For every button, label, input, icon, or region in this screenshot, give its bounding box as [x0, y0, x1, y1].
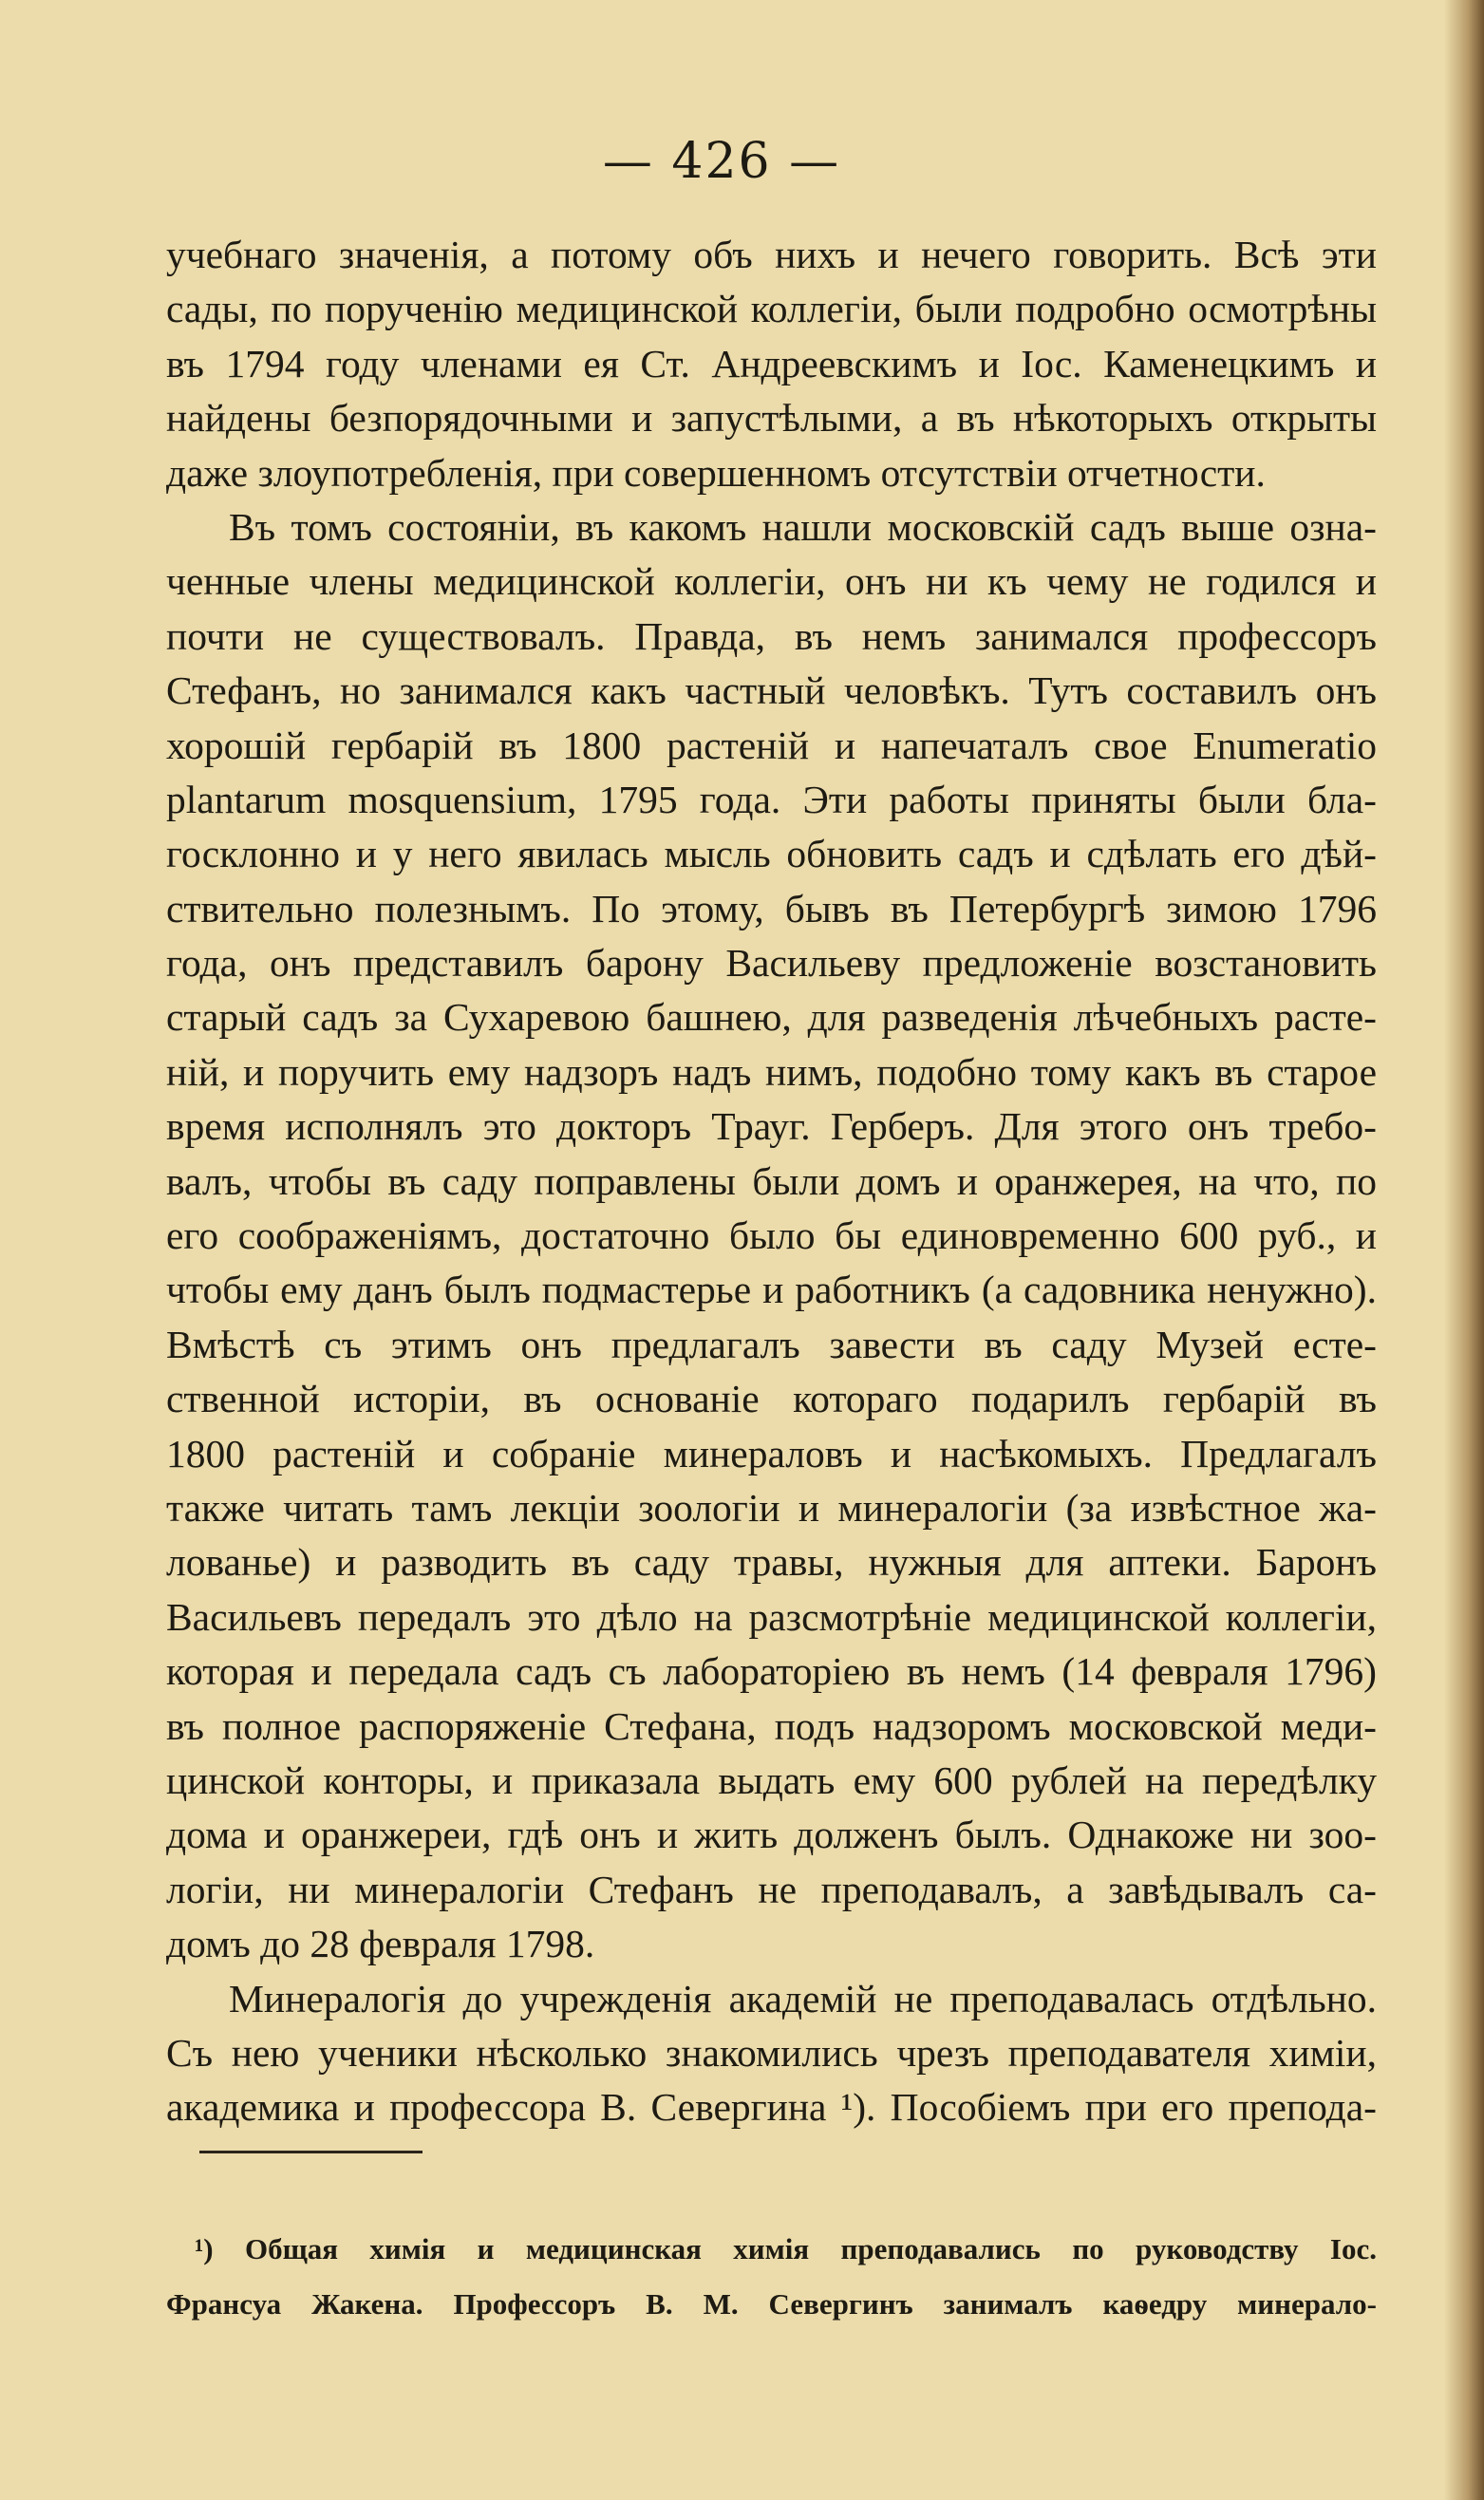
- text-line: которая и передала садъ съ лабораторіею въ немъ (14 февраля 1796): [166, 1649, 1377, 1694]
- text-line: лованье) и разводить въ саду травы, нужныя для аптеки. Баронъ: [166, 1540, 1377, 1585]
- text-line: Съ нею ученики нѣсколько знакомились чрезъ преподавателя химіи,: [166, 2030, 1377, 2075]
- text-line: Въ томъ состояніи, въ какомъ нашли московскій садъ выше озна-: [229, 504, 1377, 549]
- text-line: ній, и поручить ему надзоръ надъ нимъ, подобно тому какъ въ старое: [166, 1049, 1377, 1094]
- text-line: хорошій гербарій въ 1800 растеній и напечаталъ свое Enumeratio: [166, 723, 1377, 767]
- text-line: дома и оранжереи, гдѣ онъ и жить долженъ былъ. Однакоже ни зоо-: [166, 1813, 1377, 1857]
- text-line: академика и профессора В. Севергина ¹). Пособіемъ при его препода-: [166, 2085, 1377, 2130]
- body-text: [166, 228, 1377, 2135]
- text-line: года, онъ представилъ барону Васильеву предложеніе возстановить: [166, 941, 1377, 986]
- text-line: также читать тамъ лекціи зоологіи и минералогіи (за извѣстное жа-: [166, 1485, 1377, 1530]
- text-line: старый садъ за Сухаревою башнею, для разведенія лѣчебныхъ расте-: [166, 995, 1377, 1040]
- text-line: ственной исторіи, въ основаніе котораго подарилъ гербарій въ: [166, 1377, 1377, 1421]
- text-line: цинской конторы, и приказала выдать ему 600 рублей на передѣлку: [166, 1758, 1377, 1802]
- text-line: даже злоупотребленія, при совершенномъ отсутствіи отчетности.: [166, 450, 1266, 495]
- text-line: логіи, ни минералогіи Стефанъ не преподавалъ, а завѣдывалъ са-: [166, 1867, 1377, 1911]
- page-number: — 426 —: [602, 133, 841, 190]
- page-edge-shadow: [1444, 0, 1484, 2500]
- text-line: сады, по порученію медицинской коллегіи, были подробно осмотрѣны: [166, 287, 1377, 331]
- text-line: ствительно полезнымъ. По этому, бывъ въ Петербургѣ зимою 1796: [166, 886, 1377, 930]
- text-line: учебнаго значенія, а потому объ нихъ и нечего говорить. Всѣ эти: [166, 233, 1377, 276]
- text-line: валъ, чтобы въ саду поправлены были домъ и оранжерея, на что, по: [166, 1158, 1377, 1203]
- text-line: время исполнялъ это докторъ Трауг. Герберъ. Для этого онъ требо-: [166, 1104, 1377, 1149]
- footnote-divider: [199, 2151, 423, 2153]
- text-line: ченные члены медицинской коллегіи, онъ ни къ чему не годился и: [166, 559, 1377, 604]
- text-line: Васильевъ передалъ это дѣло на разсмотрѣніе медицинской коллегіи,: [166, 1594, 1377, 1639]
- text-line: чтобы ему данъ былъ подмастерье и работникъ (а садовника ненужно).: [166, 1268, 1377, 1312]
- footnote-line: Франсуа Жакена. Профессоръ В. М. Севергинъ занималъ каѳедру минерало-: [166, 2287, 1377, 2321]
- text-line: госклонно и у него явилась мысль обновить садъ и сдѣлать его дѣй-: [166, 832, 1377, 876]
- text-line: въ полное распоряженіе Стефана, подъ надзоромъ московской меди-: [166, 1703, 1377, 1748]
- text-line: plantarum mosquensium, 1795 года. Эти работы приняты были бла-: [166, 777, 1377, 821]
- text-line: его соображеніямъ, достаточно было бы единовременно 600 руб., и: [166, 1213, 1377, 1258]
- footnote-line: ¹) Общая химія и медицинская химія преподавались по руководству Іос.: [195, 2232, 1377, 2265]
- text-line: въ 1794 году членами ея Ст. Андреевскимъ и Іос. Каменецкимъ и: [166, 341, 1377, 385]
- text-line: найдены безпорядочными и запустѣлыми, а въ нѣкоторыхъ открыты: [166, 396, 1377, 441]
- footnote: [166, 2222, 1377, 2332]
- text-line: 1800 растеній и собраніе минераловъ и насѣкомыхъ. Предлагалъ: [166, 1431, 1377, 1476]
- text-line: домъ до 28 февраля 1798.: [166, 1922, 595, 1966]
- text-line: почти не существовалъ. Правда, въ немъ занимался профессоръ: [166, 613, 1377, 658]
- text-line: Стефанъ, но занимался какъ частный человѣкъ. Тутъ составилъ онъ: [166, 668, 1377, 713]
- text-line: Минералогія до учрежденія академій не преподавалась отдѣльно.: [229, 1976, 1377, 2021]
- text-line: Вмѣстѣ съ этимъ онъ предлагалъ завести въ саду Музей есте-: [166, 1322, 1377, 1366]
